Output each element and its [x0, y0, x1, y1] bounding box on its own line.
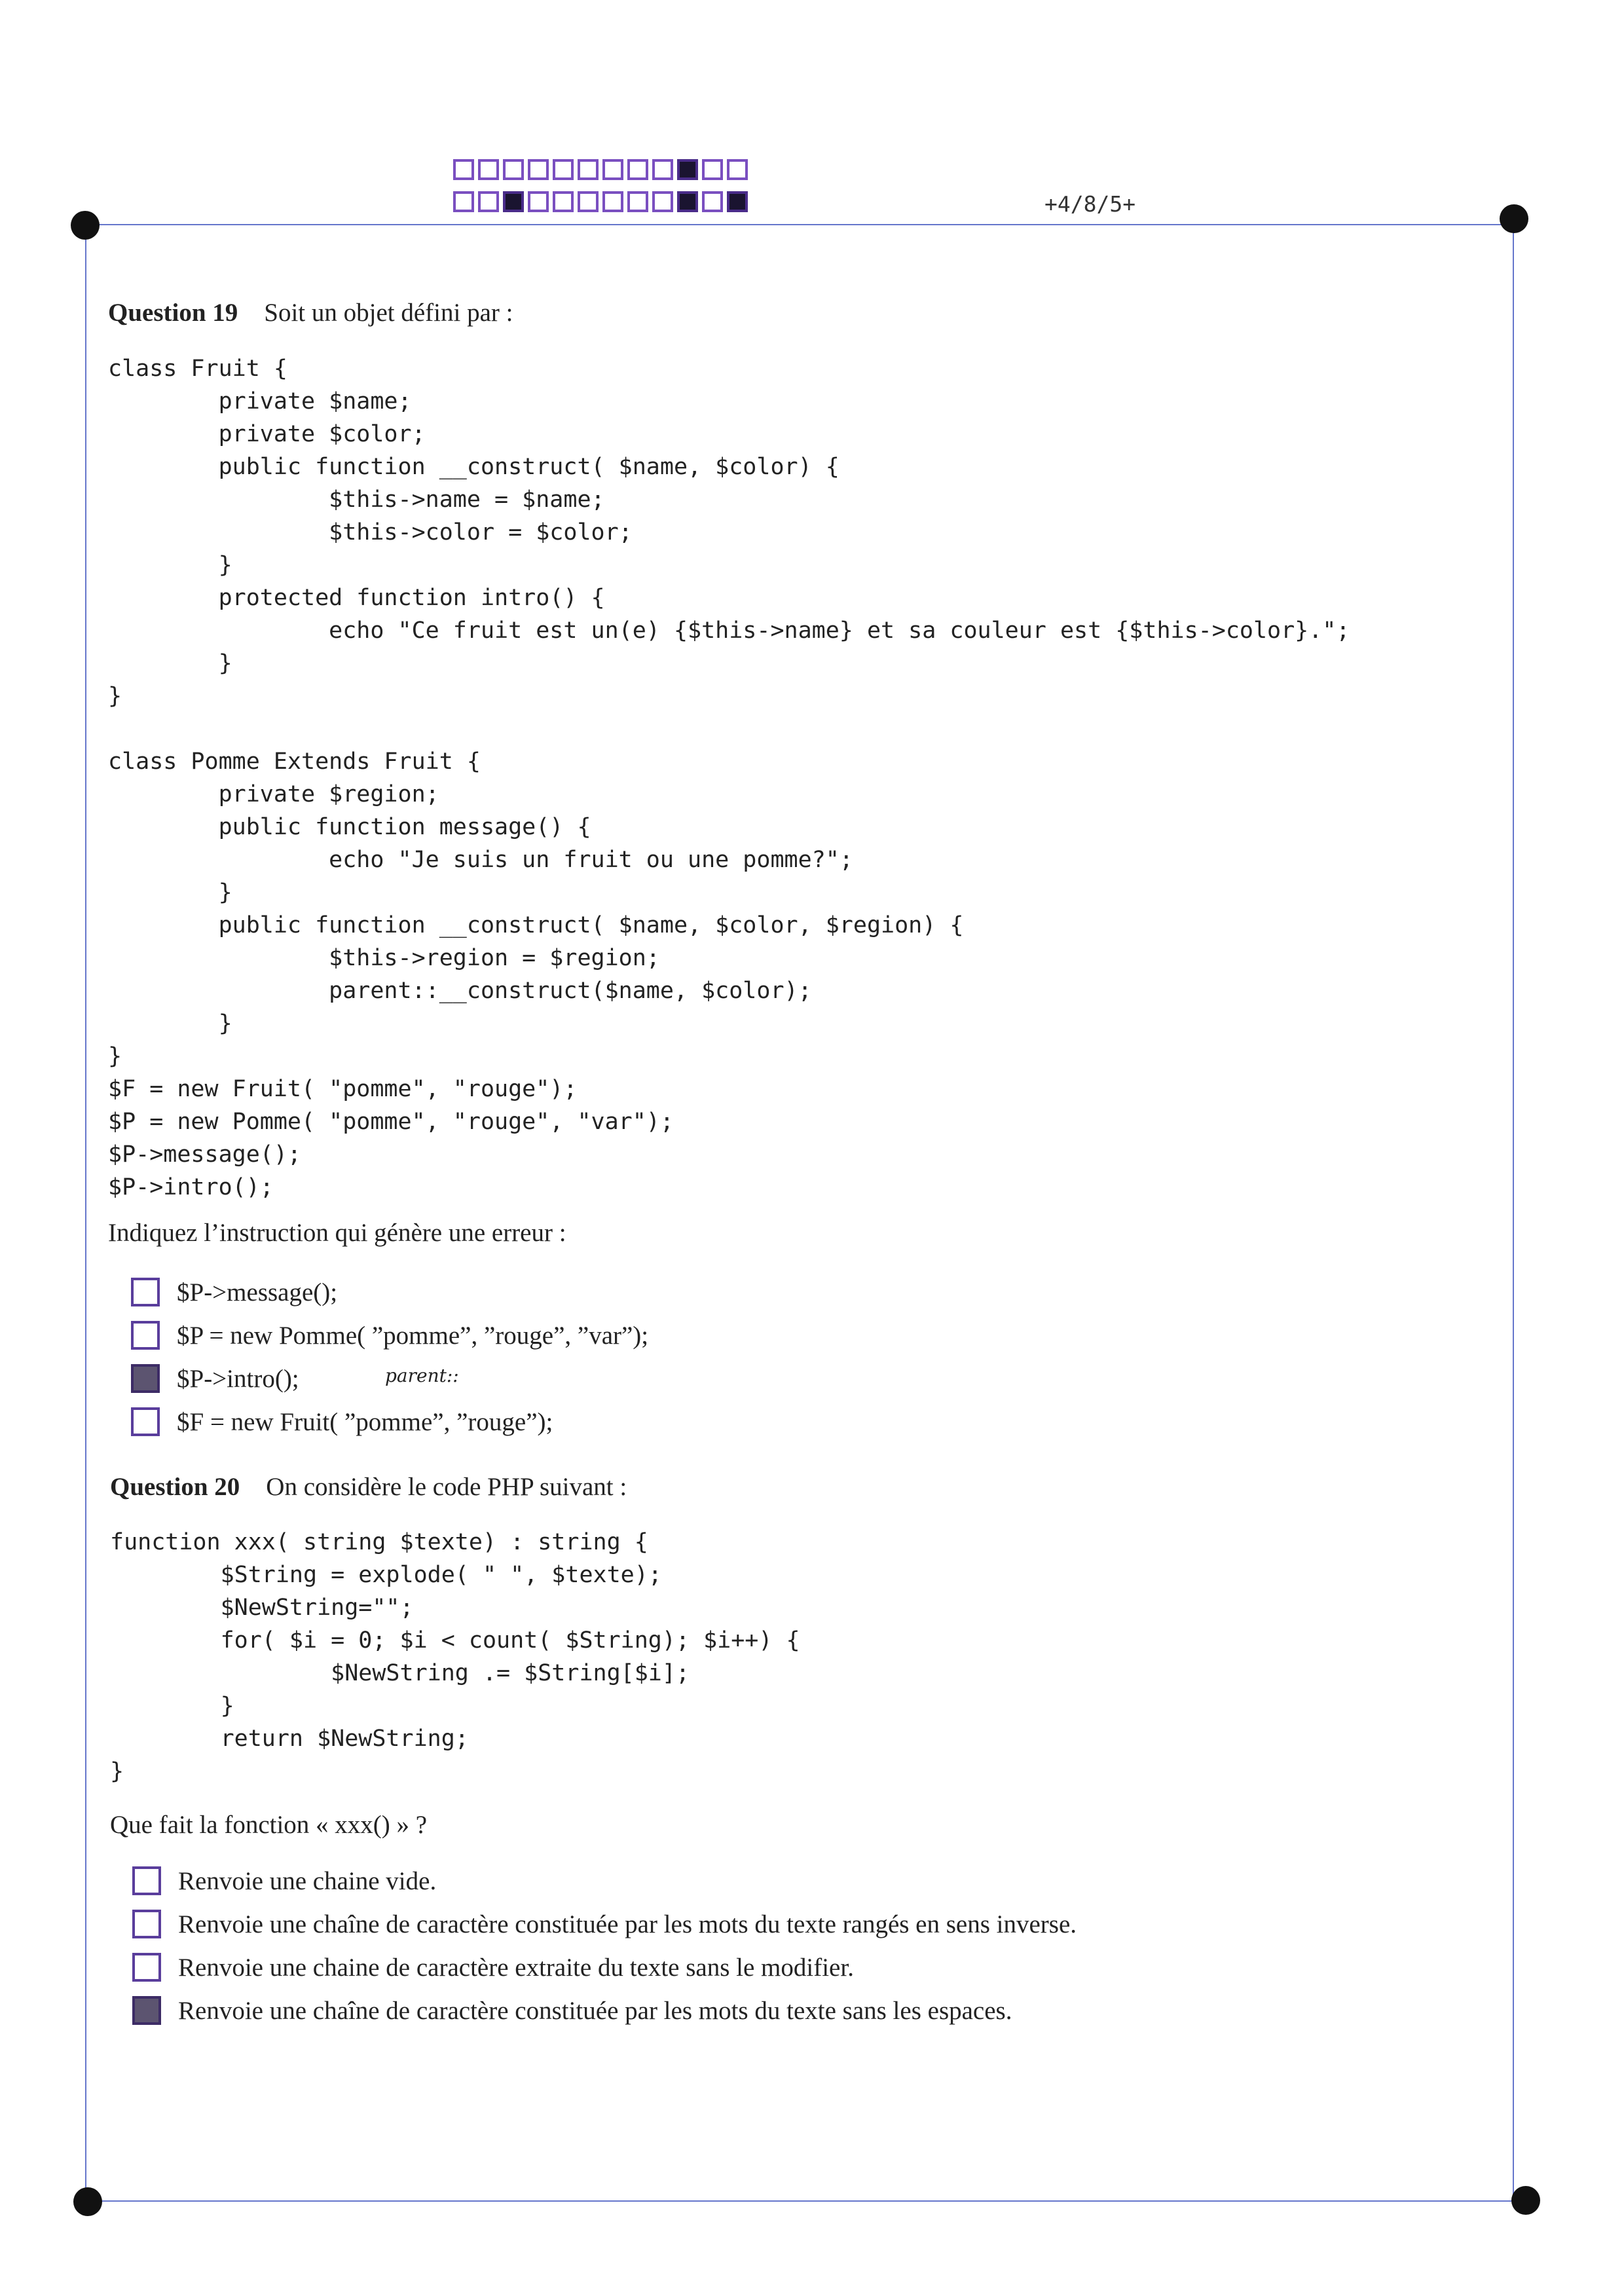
- code-line: $P->intro();: [108, 1174, 274, 1200]
- code-cell: [453, 159, 474, 180]
- code-line: private $color;: [108, 421, 426, 447]
- code-cell: [652, 159, 673, 180]
- answer-checkbox-checked[interactable]: [132, 1996, 161, 2025]
- code-cell: [627, 159, 648, 180]
- code-cell: [702, 191, 723, 212]
- code-line: }: [108, 683, 122, 709]
- answer-text: Renvoie une chaîne de caractère constituée par les mots du texte sans les espaces.: [178, 1996, 1012, 2025]
- code-line: $NewString .= $String[$i];: [110, 1660, 690, 1686]
- code-line: for( $i = 0; $i < count( $String); $i++) {: [110, 1627, 800, 1654]
- code-line: echo "Ce fruit est un(e) {$this->name} et sa couleur est {$this->color}.";: [108, 618, 1350, 644]
- code-line: $String = explode( " ", $texte);: [110, 1562, 662, 1588]
- code-line: $this->name = $name;: [108, 487, 605, 513]
- code-line: parent::__construct($name, $color);: [108, 978, 812, 1004]
- answer-option[interactable]: [132, 1948, 854, 1987]
- code-cell: [652, 191, 673, 212]
- code-line: }: [110, 1758, 124, 1785]
- code-line: function xxx( string $texte) : string {: [110, 1529, 648, 1555]
- corner-marker-bottom-left: [73, 2187, 102, 2216]
- code-line: class Fruit {: [108, 356, 287, 382]
- question-20-header: [110, 1472, 627, 1502]
- answer-option[interactable]: [131, 1272, 337, 1312]
- question-title: Soit un objet défini par :: [264, 299, 513, 327]
- corner-marker-top-left: [71, 211, 100, 240]
- code-cell: [503, 159, 524, 180]
- code-line: }: [108, 650, 232, 676]
- answer-option[interactable]: [132, 1991, 1012, 2030]
- code-cell: [677, 159, 698, 180]
- question-number: Question 19: [108, 299, 238, 327]
- scan-code-row-bottom: [453, 191, 748, 212]
- answer-checkbox[interactable]: [131, 1407, 160, 1436]
- answer-option[interactable]: [131, 1402, 553, 1441]
- answer-option[interactable]: [131, 1359, 299, 1398]
- answer-checkbox[interactable]: [131, 1321, 160, 1350]
- page-id: +4/8/5+: [1044, 191, 1136, 217]
- code-line: private $region;: [108, 781, 439, 807]
- question-19-code: [108, 352, 1350, 1204]
- code-line: class Pomme Extends Fruit {: [108, 749, 481, 775]
- code-cell: [503, 191, 524, 212]
- code-line: protected function intro() {: [108, 585, 605, 611]
- corner-marker-bottom-right: [1511, 2186, 1540, 2215]
- code-cell: [528, 191, 549, 212]
- code-cell: [478, 191, 499, 212]
- code-line: $P = new Pomme( "pomme", "rouge", "var");: [108, 1109, 674, 1135]
- scan-code-row-top: [453, 159, 748, 180]
- question-20-code: [110, 1526, 800, 1788]
- code-line: [108, 713, 1350, 745]
- answer-checkbox-checked[interactable]: [131, 1364, 160, 1393]
- code-cell: [627, 191, 648, 212]
- code-line: echo "Je suis un fruit ou une pomme?";: [108, 847, 853, 873]
- question-19-prompt: Indiquez l’instruction qui génère une erreur :: [108, 1219, 566, 1247]
- code-cell: [578, 191, 599, 212]
- code-line: $this->region = $region;: [108, 945, 660, 971]
- answer-text: $P->message();: [177, 1278, 338, 1306]
- code-cell: [727, 159, 748, 180]
- code-cell: [602, 191, 623, 212]
- question-19-header: [108, 298, 513, 327]
- code-cell: [478, 159, 499, 180]
- frame-top: [85, 224, 1513, 225]
- question-20-prompt: Que fait la fonction « xxx() » ?: [110, 1811, 428, 1839]
- code-line: return $NewString;: [110, 1726, 469, 1752]
- question-title: On considère le code PHP suivant :: [266, 1473, 627, 1501]
- question-number: Question 20: [110, 1473, 240, 1501]
- code-line: $this->color = $color;: [108, 519, 633, 546]
- code-cell: [453, 191, 474, 212]
- answer-text: $P = new Pomme( ”pomme”, ”rouge”, ”var”);: [177, 1321, 649, 1350]
- answer-checkbox[interactable]: [132, 1866, 161, 1895]
- answer-text: Renvoie une chaîne de caractère constituée par les mots du texte rangés en sens inverse.: [178, 1910, 1077, 1938]
- corner-marker-top-right: [1500, 204, 1528, 233]
- code-line: public function __construct( $name, $color, $region) {: [108, 912, 964, 938]
- answer-text: $P->intro();: [177, 1364, 299, 1393]
- code-line: }: [108, 1043, 122, 1069]
- code-cell: [578, 159, 599, 180]
- answer-text: Renvoie une chaine vide.: [178, 1866, 437, 1895]
- answer-text: Renvoie une chaine de caractère extraite du texte sans le modifier.: [178, 1953, 854, 1982]
- code-line: }: [110, 1693, 234, 1719]
- answer-checkbox[interactable]: [131, 1278, 160, 1306]
- code-cell: [553, 159, 574, 180]
- answer-checkbox[interactable]: [132, 1910, 161, 1938]
- code-cell: [553, 191, 574, 212]
- code-line: private $name;: [108, 388, 412, 415]
- code-line: $P->message();: [108, 1141, 302, 1168]
- code-line: public function __construct( $name, $color) {: [108, 454, 840, 480]
- answer-option[interactable]: [131, 1316, 648, 1355]
- frame-bottom: [88, 2200, 1526, 2202]
- code-cell: [702, 159, 723, 180]
- answer-option[interactable]: [132, 1861, 436, 1900]
- code-cell: [528, 159, 549, 180]
- handwritten-note: parent::: [385, 1365, 459, 1386]
- answer-option[interactable]: [132, 1904, 1077, 1944]
- code-line: public function message() {: [108, 814, 591, 840]
- frame-left: [85, 224, 86, 2202]
- code-cell: [602, 159, 623, 180]
- code-line: $F = new Fruit( "pomme", "rouge");: [108, 1076, 578, 1102]
- code-cell: [727, 191, 748, 212]
- code-line: }: [108, 880, 232, 906]
- frame-right: [1513, 219, 1514, 2203]
- code-cell: [677, 191, 698, 212]
- code-line: }: [108, 552, 232, 578]
- answer-checkbox[interactable]: [132, 1953, 161, 1982]
- code-line: }: [108, 1010, 232, 1037]
- answer-text: $F = new Fruit( ”pomme”, ”rouge”);: [177, 1407, 553, 1436]
- code-line: $NewString="";: [110, 1595, 414, 1621]
